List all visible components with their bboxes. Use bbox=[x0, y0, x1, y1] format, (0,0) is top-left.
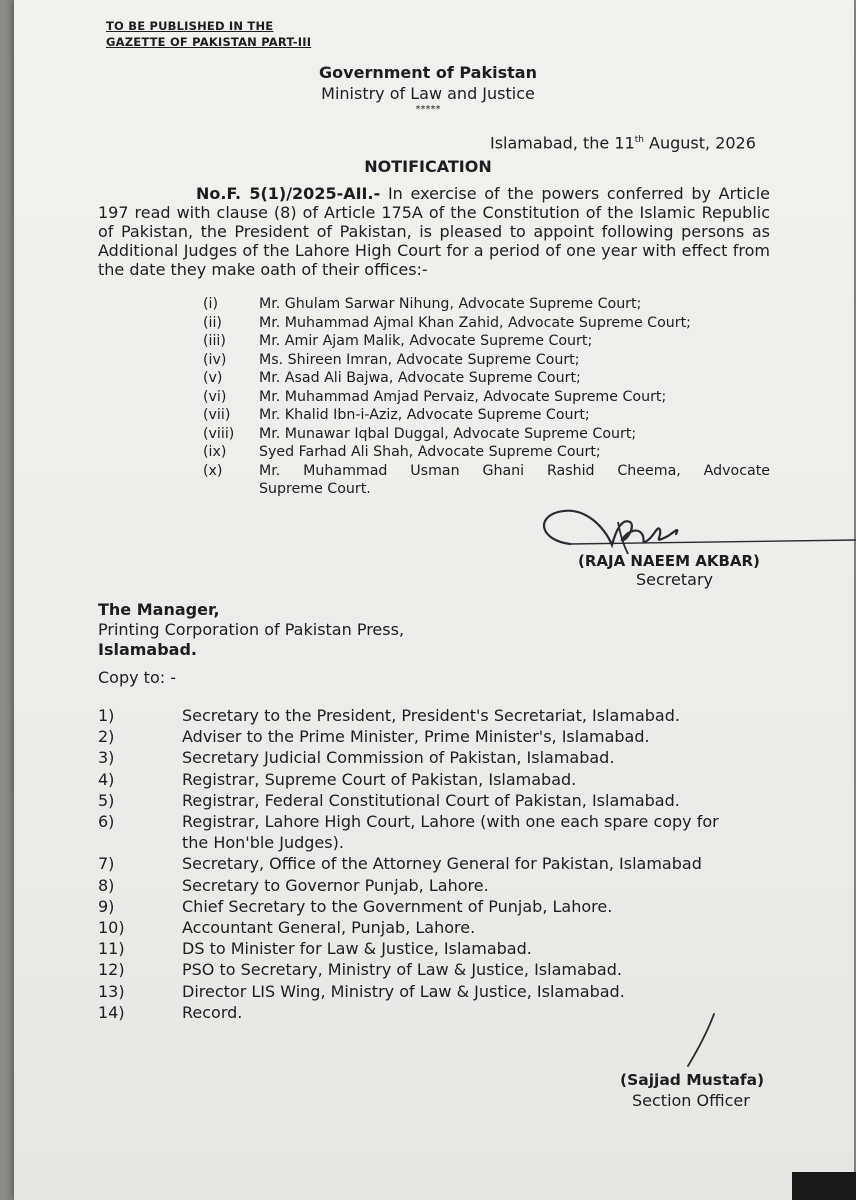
appointee-number: (iii) bbox=[203, 333, 226, 349]
place-date bbox=[490, 130, 756, 153]
copy-to-item: Registrar, Federal Constitutional Court of Pakistan, Islamabad. bbox=[182, 790, 680, 810]
ministry-heading: Ministry of Law and Justice bbox=[321, 84, 535, 103]
date-month-year: August, 2026 bbox=[649, 133, 756, 153]
copy-to-number: 6) bbox=[98, 812, 115, 831]
notification-body bbox=[98, 184, 770, 279]
appointee-number: (i) bbox=[203, 296, 219, 312]
copy-to-number: 5) bbox=[98, 790, 115, 810]
gazette-line-2: GAZETTE OF PAKISTAN PART-III bbox=[106, 35, 312, 49]
appointee-number: (x) bbox=[203, 462, 223, 479]
date-day-suffix: th bbox=[634, 135, 644, 145]
appointee-name: Ms. Shireen Imran, Advocate Supreme Court; bbox=[259, 351, 580, 368]
copy-to-item: Registrar, Supreme Court of Pakistan, Islamabad. bbox=[182, 769, 577, 789]
copy-to-item: PSO to Secretary, Ministry of Law & Justice, Islamabad. bbox=[182, 960, 622, 980]
appointee-number: (vi) bbox=[203, 388, 227, 405]
appointee-name-continued: Supreme Court. bbox=[259, 481, 371, 497]
appointee-number: (ii) bbox=[203, 314, 222, 331]
stars-separator: ***** bbox=[415, 104, 441, 115]
copy-to-number: 4) bbox=[98, 769, 115, 789]
appointee-name: Mr. Asad Ali Bajwa, Advocate Supreme Court; bbox=[259, 370, 581, 386]
body-paragraph: In exercise of the powers conferred by Article 197 read with clause (8) of Article 175A of the Constitution of the Islamic Republic of Pakistan, the President of Pakistan, is pleased to appoint following persons as Additional Judges of the Lahore High Court for a period of one year with effect from the date they make oath of their offices:- bbox=[98, 184, 770, 279]
gazette-line-1: TO BE PUBLISHED IN THE bbox=[106, 19, 274, 33]
appointee-number: (iv) bbox=[203, 351, 227, 368]
appointee-number: (viii) bbox=[203, 425, 235, 442]
copy-to-number: 8) bbox=[98, 875, 115, 895]
appointee-name: Mr. Muhammad Amjad Pervaiz, Advocate Supreme Court; bbox=[259, 388, 667, 405]
appointee-name: Mr. Khalid Ibn-i-Aziz, Advocate Supreme Court; bbox=[259, 407, 590, 423]
recipient-line-2: Printing Corporation of Pakistan Press, bbox=[98, 620, 405, 639]
appointee-name: Mr. Amir Ajam Malik, Advocate Supreme Court; bbox=[259, 333, 593, 349]
government-heading: Government of Pakistan bbox=[319, 63, 537, 82]
copy-to-number: 7) bbox=[98, 854, 115, 874]
copy-to-item: Secretary, Office of the Attorney General for Pakistan, Islamabad bbox=[182, 854, 702, 874]
appointee-name: Syed Farhad Ali Shah, Advocate Supreme Court; bbox=[259, 444, 601, 460]
reference-number: No.F. 5(1)/2025-AII.- bbox=[196, 184, 381, 203]
appointee-list bbox=[203, 295, 770, 495]
copy-to-item: Record. bbox=[182, 1002, 243, 1022]
copy-to-number: 2) bbox=[98, 727, 115, 747]
copy-to-list bbox=[98, 705, 778, 1025]
signatory-1-name: (RAJA NAEEM AKBAR) bbox=[578, 552, 760, 570]
copy-to-item: Registrar, Lahore High Court, Lahore (with one each spare copy for bbox=[182, 812, 719, 831]
appointee-name: Mr. Muhammad Ajmal Khan Zahid, Advocate Supreme Court; bbox=[259, 314, 691, 331]
copy-to-number: 11) bbox=[98, 939, 125, 959]
copy-to-item: Director LIS Wing, Ministry of Law & Justice, Islamabad. bbox=[182, 981, 625, 1001]
signatory-2-name: (Sajjad Mustafa) bbox=[620, 1071, 765, 1089]
appointee-number: (v) bbox=[203, 370, 223, 386]
place-date-prefix: Islamabad, the bbox=[490, 133, 610, 153]
copy-to-number: 9) bbox=[98, 896, 115, 916]
copy-to-item: DS to Minister for Law & Justice, Islamabad. bbox=[182, 939, 532, 959]
copy-to-number: 3) bbox=[98, 748, 115, 768]
appointee-number: (ix) bbox=[203, 444, 227, 460]
copy-to-number: 1) bbox=[98, 706, 115, 725]
copy-to-number: 12) bbox=[98, 960, 125, 980]
appointee-name: Mr. Ghulam Sarwar Nihung, Advocate Supreme Court; bbox=[259, 296, 642, 312]
signatory-1-title: Secretary bbox=[636, 570, 713, 589]
copy-to-item: Secretary to the President, President's Secretariat, Islamabad. bbox=[182, 706, 680, 725]
appointee-name: Mr. Muhammad Usman Ghani Rashid Cheema, Advocate bbox=[259, 462, 770, 479]
scan-shadow bbox=[792, 1172, 856, 1200]
signatory-2-title: Section Officer bbox=[632, 1091, 750, 1110]
copy-to-item: Adviser to the Prime Minister, Prime Minister's, Islamabad. bbox=[182, 727, 650, 747]
copy-to-label: Copy to: - bbox=[98, 668, 176, 687]
notification-title: NOTIFICATION bbox=[364, 157, 492, 176]
section-officer-signature bbox=[680, 1010, 720, 1070]
copy-to-item: Accountant General, Punjab, Lahore. bbox=[182, 918, 476, 937]
copy-to-item: Chief Secretary to the Government of Punjab, Lahore. bbox=[182, 896, 613, 916]
copy-to-number: 10) bbox=[98, 918, 125, 937]
copy-to-number: 14) bbox=[98, 1002, 125, 1022]
appointee-name: Mr. Munawar Iqbal Duggal, Advocate Supreme Court; bbox=[259, 425, 637, 442]
recipient-line-3: Islamabad. bbox=[98, 640, 198, 659]
date-day: 11 bbox=[614, 133, 635, 153]
appointee-number: (vii) bbox=[203, 407, 231, 423]
copy-to-item: Secretary to Governor Punjab, Lahore. bbox=[182, 875, 489, 895]
recipient-line-1: The Manager, bbox=[98, 600, 220, 619]
copy-to-number: 13) bbox=[98, 981, 125, 1001]
copy-to-item-continued: the Hon'ble Judges). bbox=[182, 833, 344, 853]
copy-to-item: Secretary Judicial Commission of Pakistan, Islamabad. bbox=[182, 748, 615, 768]
